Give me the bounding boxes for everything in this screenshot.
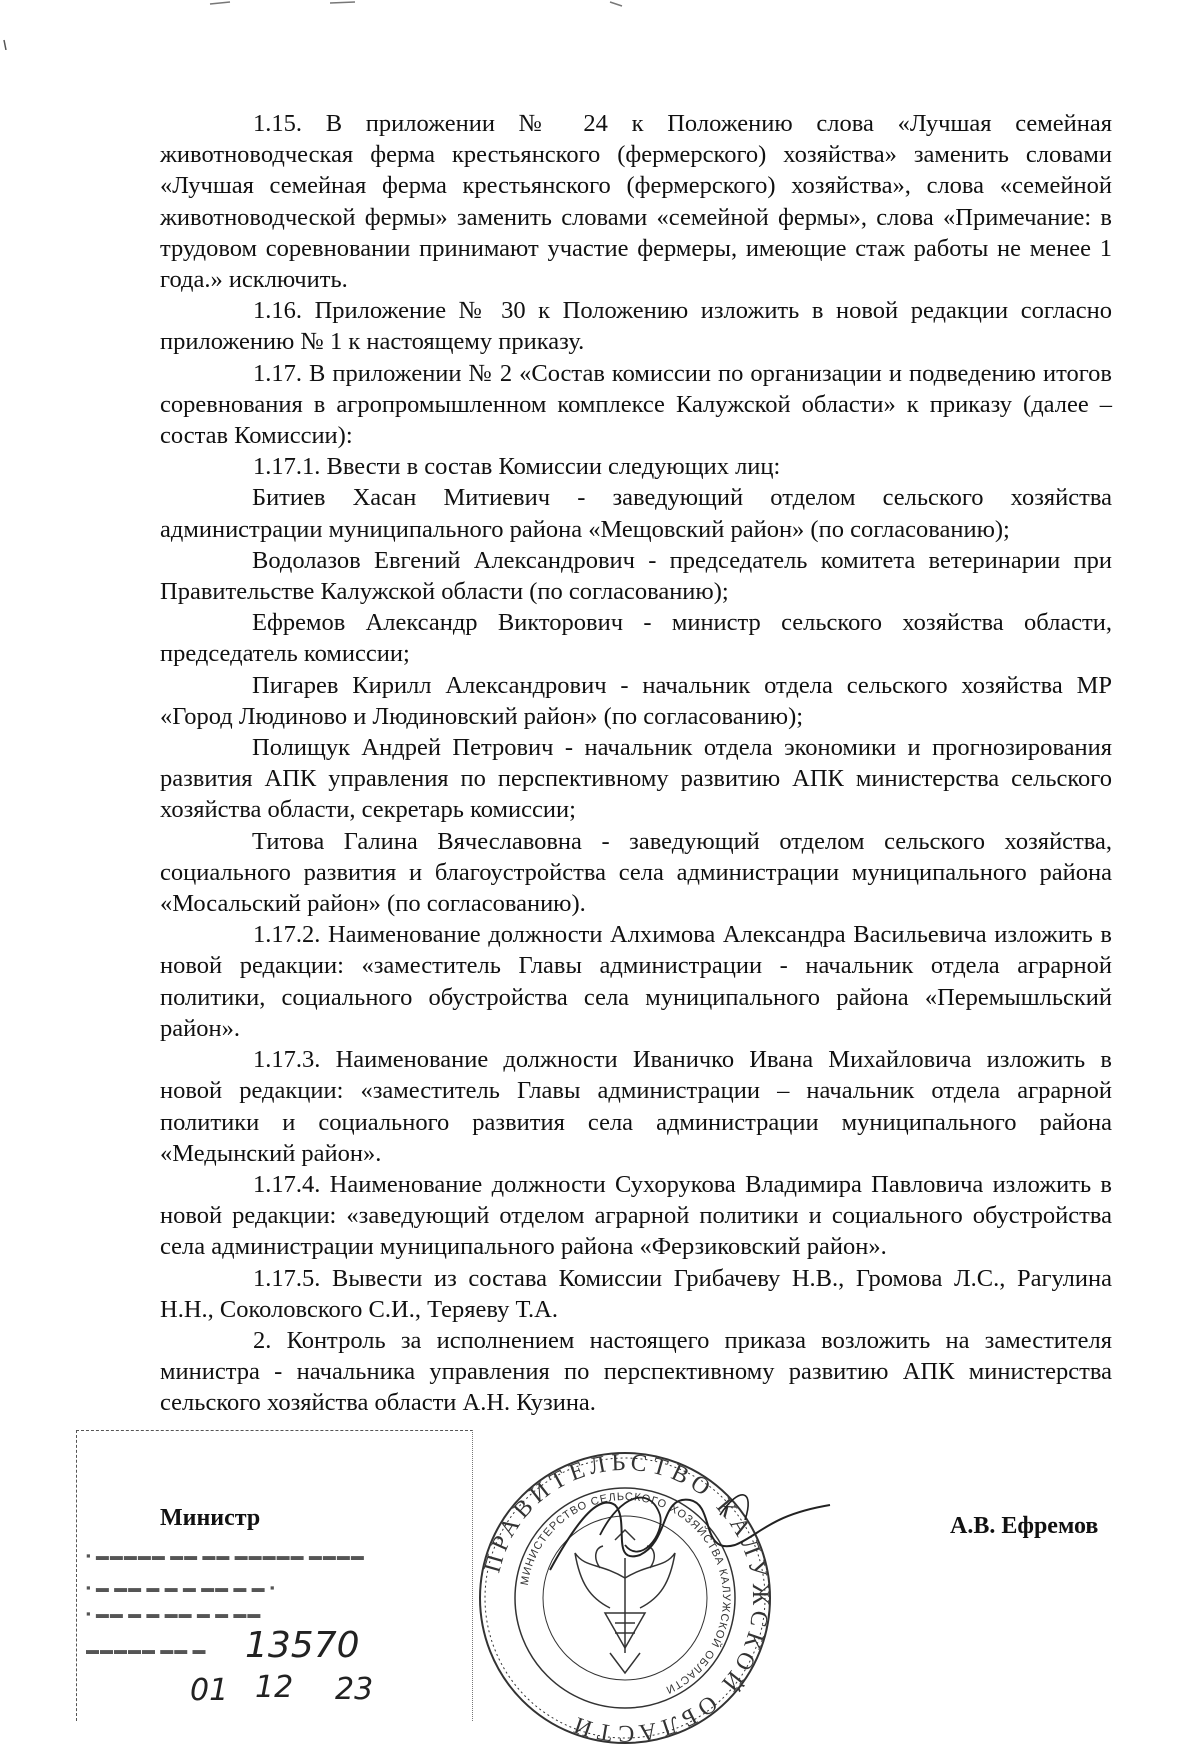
signatory-title: Министр	[160, 1505, 261, 1531]
registration-stamp-header: ▪ ▬▬▬▬▬ ▬▬ ▬▬ ▬▬▬▬▬ ▬▬▬▬	[86, 1548, 365, 1563]
member-polishchuk: Полищук Андрей Петрович - начальник отдела экономики и прогнозирования развития АПК управления по перспективному развитию АПК министерства сельского хозяйства области, секретарь комиссии;	[160, 734, 1112, 824]
registration-number-label: ▬▬▬▬▬ ▬▬ ▬	[86, 1642, 207, 1657]
top-edge-marks	[0, 0, 1200, 50]
signatory-name: А.В. Ефремов	[950, 1513, 1099, 1539]
member-vodolazov: Водолазов Евгений Александрович - председатель комитета ветеринарии при Правительстве Калужской области (по согласованию);	[160, 546, 1112, 606]
paragraph-1-17-2: 1.17.2. Наименование должности Алхимова Александра Васильевича изложить в новой редакции: «заместитель Главы администрации - начальник отдела аграрной политики, социального обустройства села муниципального района «Перемышльский район».	[160, 921, 1112, 1042]
paragraph-1-17-5: 1.17.5. Вывести из состава Комиссии Грибачеву Н.В., Громова Л.С., Рагулина Н.Н., Соколовского С.И., Теряеву Т.А.	[160, 1264, 1112, 1323]
paragraph-1-17-3: 1.17.3. Наименование должности Иваничко Ивана Михайловича изложить в новой редакции: «заместитель Главы администрации – начальник отдела аграрной политики и социального развития села администрации муниципального района «Медынский район».	[160, 1046, 1112, 1167]
document-body	[160, 108, 1112, 1419]
paragraph-1-15: 1.15. В приложении № 24 к Положению слова «Лучшая семейная животноводческая ферма крестьянского (фермерского) хозяйства» заменить словами «Лучшая семейная ферма крестьянского (фермерского) хозяйства», слова «семейной животноводческой фермы» заменить словами «семейной фермы», слова «Примечание: в трудовом соревновании принимают участие фермеры, имеющие стаж работы не менее 1 года.» исключить.	[160, 110, 1112, 294]
registration-day: 01	[190, 1673, 229, 1708]
registration-month: 12	[255, 1670, 294, 1705]
paragraph-1-17-1: 1.17.1. Ввести в состав Комиссии следующих лиц:	[253, 453, 781, 481]
paragraph-1-17-4: 1.17.4. Наименование должности Сухорукова Владимира Павловича изложить в новой редакции: «заведующий отделом аграрной политики и социального обустройства села администрации муниципального района «Ферзиковский район».	[160, 1170, 1112, 1261]
svg-text:МИНИСТЕРСТВО СЕЛЬСКОГО ХОЗЯЙСТ: МИНИСТЕРСТВО СЕЛЬСКОГО ХОЗЯЙСТВА КАЛУЖСКОЙ ОБЛАСТИ	[518, 1490, 733, 1696]
paragraph-1-16: 1.16. Приложение № 30 к Положению изложить в новой редакции согласно приложению № 1 к настоящему приказу.	[160, 297, 1112, 356]
member-pigarev: Пигарев Кирилл Александрович - начальник отдела сельского хозяйства МР «Город Людиново и Людиновский район» (по согласованию);	[160, 671, 1112, 730]
registration-stamp-row: ▪ ▬▬ ▬ ▬ ▬▬ ▬ ▬ ▬▬	[86, 1606, 262, 1621]
paragraph-2: 2. Контроль за исполнением настоящего приказа возложить на заместителя министра - начальника управления по перспективному развитию АПК министерства сельского хозяйства области А.Н. Кузина.	[160, 1326, 1112, 1417]
member-efremov: Ефремов Александр Викторович - министр сельского хозяйства области, председатель комиссии;	[160, 609, 1112, 668]
registration-stamp-row: ▪ ▬ ▬▬ ▬ ▬ ▬ ▬▬ ▬ ▬ ▪	[86, 1580, 276, 1595]
svg-text:ПРАВИТЕЛЬСТВО КАЛУЖСКОЙ ОБЛАСТ: ПРАВИТЕЛЬСТВО КАЛУЖСКОЙ ОБЛАСТИ	[479, 1449, 774, 1747]
registration-year: 23	[335, 1672, 374, 1707]
signature-scribble	[540, 1475, 840, 1605]
member-bitiev: Битиев Хасан Митиевич - заведующий отделом сельского хозяйства администрации муниципального района «Мещовский район» (по согласованию);	[160, 484, 1112, 543]
paragraph-1-17: 1.17. В приложении № 2 «Состав комиссии по организации и подведению итогов соревнования в агропромышленном комплексе Калужской области» к приказу (далее – состав Комиссии):	[160, 359, 1112, 450]
member-titova: Титова Галина Вячеславовна - заведующий отделом сельского хозяйства, социального развития и благоустройства села администрации муниципального района «Мосальский район» (по согласованию).	[160, 827, 1112, 918]
registration-number: 13570	[245, 1625, 360, 1666]
